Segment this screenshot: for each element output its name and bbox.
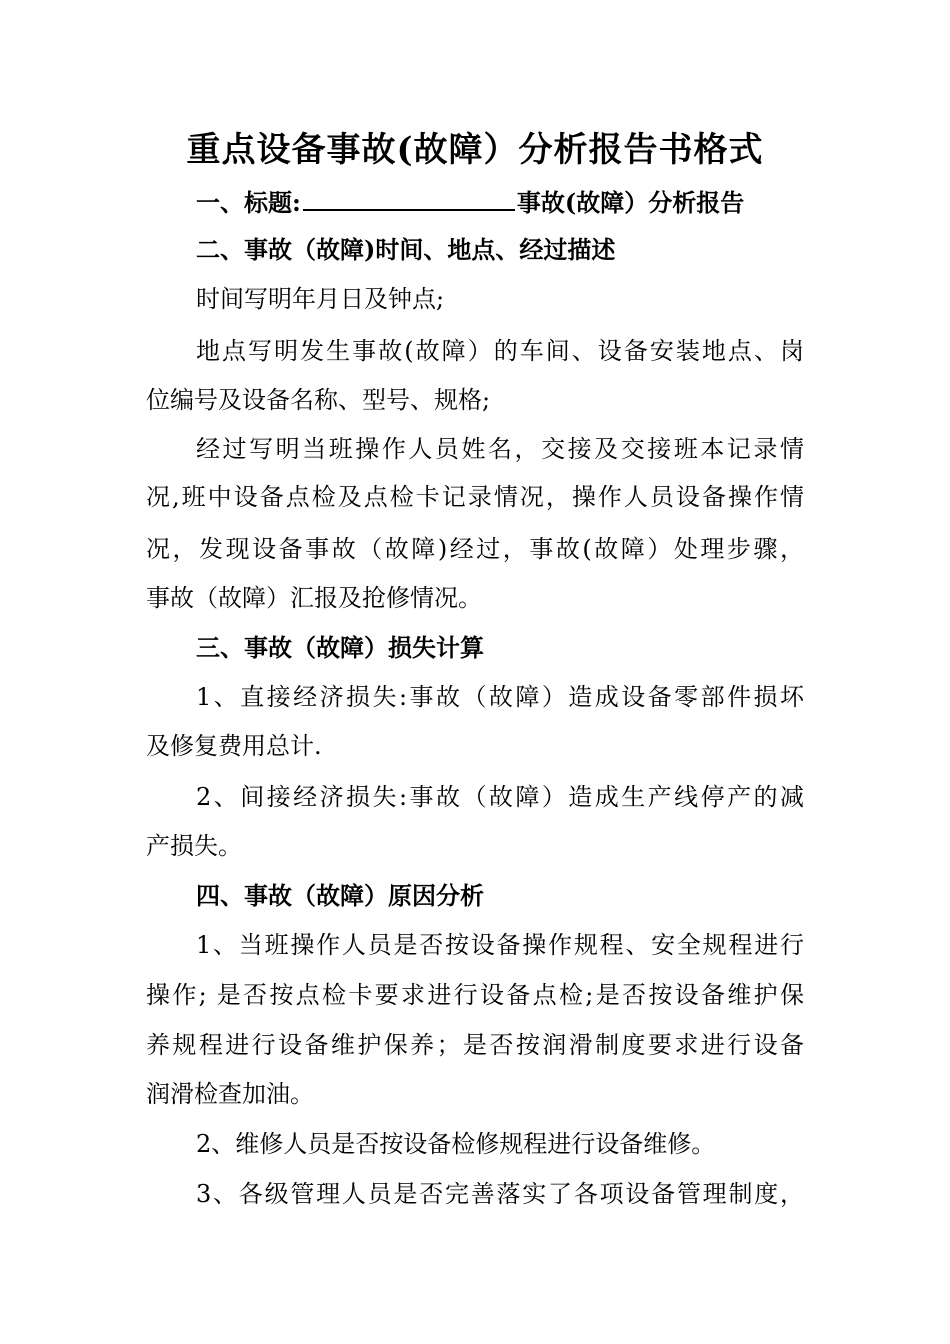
section-4-line: 润滑检查加油。: [146, 1080, 314, 1108]
section-4-line: 1、当班操作人员是否按设备操作规程、安全规程进行: [196, 931, 804, 959]
section-2-line: 事故（故障）汇报及抢修情况。: [146, 584, 482, 612]
section-1-heading-suffix: 事故(故障）分析报告: [516, 188, 745, 217]
section-2-line: 况，发现设备事故（故障)经过，事故(故障）处理步骤，: [146, 535, 804, 563]
section-3-line: 产损失。: [146, 832, 242, 860]
section-3-line: 1、直接经济损失:事故（故障）造成设备零部件损坏: [196, 683, 804, 711]
document-title: 重点设备事故(故障）分析报告书格式: [186, 130, 764, 170]
section-3-line: 2、间接经济损失:事故（故障）造成生产线停产的减: [196, 783, 804, 811]
section-4-heading: 四、事故（故障）原因分析: [196, 881, 484, 910]
section-1-heading: [196, 183, 744, 220]
section-2-line: 时间写明年月日及钟点;: [196, 285, 445, 313]
section-2-line: 况,班中设备点检及点检卡记录情况，操作人员设备操作情: [146, 483, 804, 511]
section-3-heading: 三、事故（故障）损失计算: [196, 633, 484, 662]
section-4-line: 养规程进行设备维护保养；是否按润滑制度要求进行设备: [146, 1031, 804, 1059]
section-2-heading: 二、事故（故障)时间、地点、经过描述: [196, 235, 616, 264]
section-2-line: 地点写明发生事故(故障）的车间、设备安装地点、岗: [196, 337, 804, 365]
section-2-line: 经过写明当班操作人员姓名，交接及交接班本记录情: [196, 435, 804, 463]
section-2-line: 位编号及设备名称、型号、规格;: [146, 386, 491, 414]
section-3-line: 及修复费用总计.: [146, 732, 322, 760]
section-4-line: 3、各级管理人员是否完善落实了各项设备管理制度，: [196, 1180, 804, 1208]
section-1-heading-prefix: 一、标题:: [196, 188, 301, 217]
section-4-line: 2、维修人员是否按设备检修规程进行设备维修。: [196, 1130, 716, 1158]
section-4-line: 操作; 是否按点检卡要求进行设备点检;是否按设备维护保: [146, 981, 804, 1009]
title-blank-line: [303, 183, 515, 211]
